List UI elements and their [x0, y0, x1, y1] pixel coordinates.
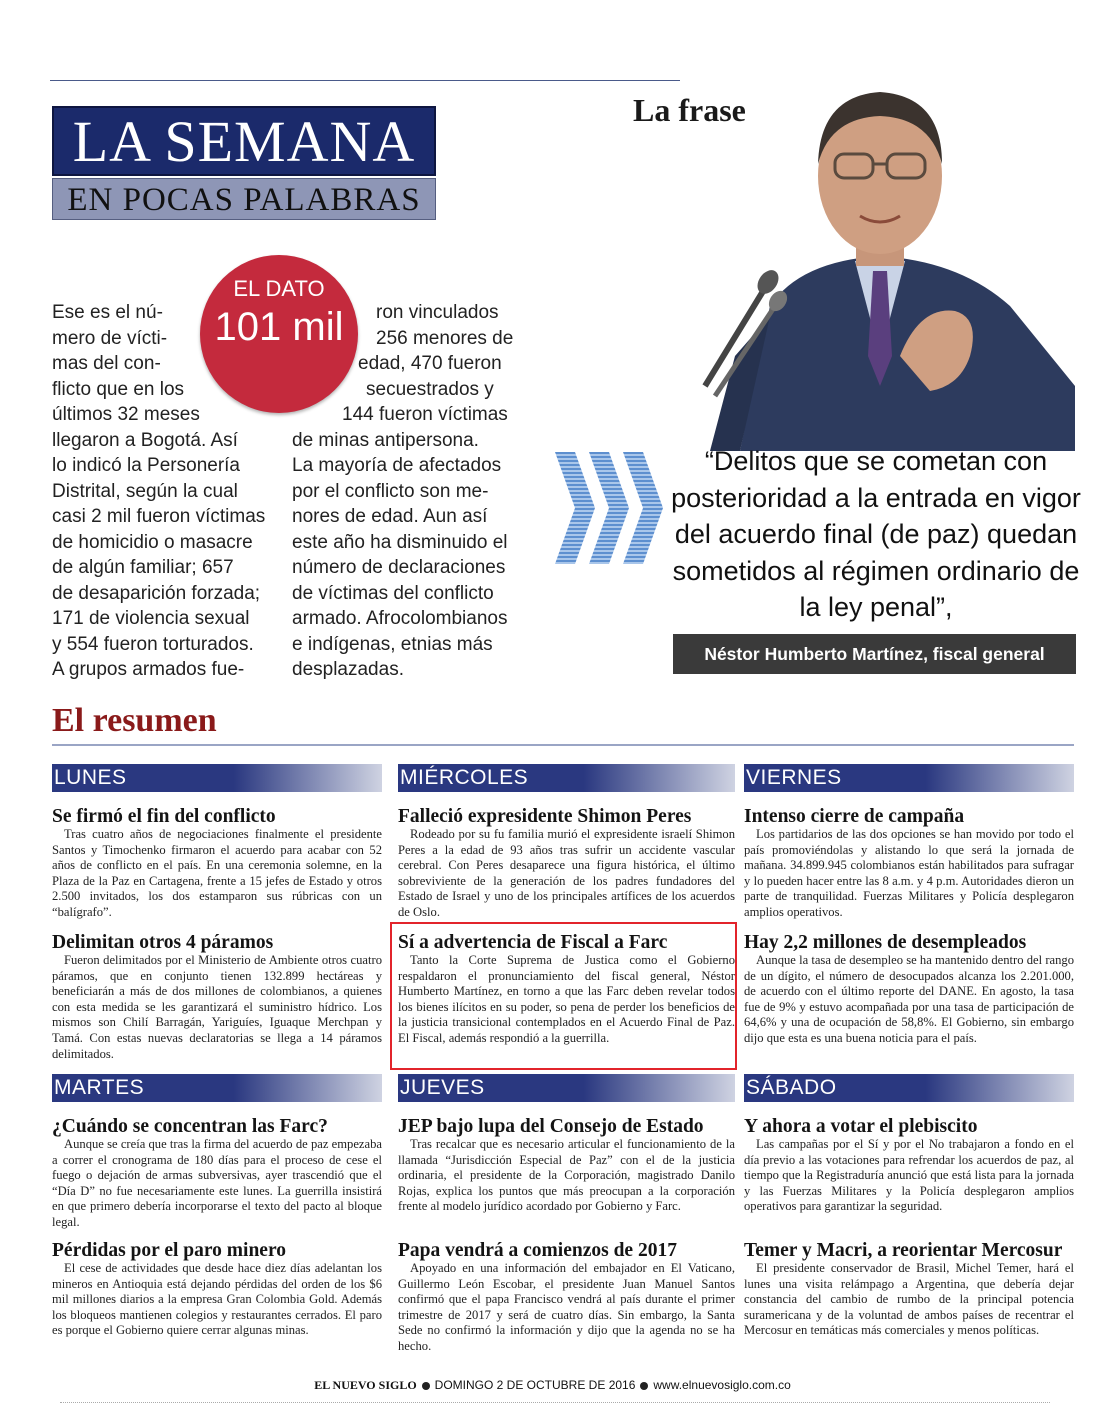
dato-line: nores de edad. Aun así — [292, 506, 488, 527]
article-headline: Sí a advertencia de Fiscal a Farc — [398, 932, 668, 953]
resumen-rule — [52, 744, 1074, 746]
dato-line: y 554 fueron torturados. — [52, 633, 254, 655]
frase-heading: La frase — [633, 92, 746, 128]
dato-line: este año ha disminuido el — [292, 531, 508, 553]
article-body: Rodeado por su fu familia murió el expresidente israelí Shimon Peres a la edad de 93 años tras sufrir un accidente vascular cerebral. Con Peres desaparece una figura histórica, el último sobreviviente de la generación de los padres fundadores del Estado de Israel y uno de los principales artífices de los acuerdos de Oslo. — [398, 827, 735, 919]
dato-line: 144 fueron víctimas — [342, 404, 508, 425]
article — [744, 806, 1074, 921]
dato-line: casi 2 mil fueron víctimas — [52, 506, 266, 527]
day-header-jueves — [398, 1074, 735, 1102]
chevron-right-icon — [553, 452, 671, 564]
day-label: MARTES — [54, 1076, 145, 1099]
dato-line: de víctimas del conflicto — [292, 582, 494, 604]
quote-author-bar — [673, 634, 1076, 674]
article-body: Aunque se creía que tras la firma del acuerdo de paz empezaba a correr el cronograma de 180 días para el proceso de cese el fuego o dejación de armas subversivas, ayer trascendió que el “Día D” no fue necesariamente este lunes. La guerrilla insistirá en que primero debería incorporarse el texto del pacto al bloque legal. — [52, 1137, 382, 1229]
dato-line: por el conflicto son me- — [292, 480, 489, 502]
day-label: SÁBADO — [746, 1076, 837, 1099]
day-header-martes — [52, 1074, 382, 1102]
article-headline: Delimitan otros 4 páramos — [52, 932, 274, 953]
article — [52, 1116, 382, 1231]
day-header-lunes — [52, 764, 382, 792]
highlight-box — [390, 922, 737, 1070]
article — [52, 932, 382, 1062]
article-headline: ¿Cuándo se concentran las Farc? — [52, 1116, 328, 1137]
day-header-sabado — [744, 1074, 1074, 1102]
dato-line: edad, 470 fueron — [358, 353, 502, 374]
dato-line: últimos 32 meses — [52, 404, 200, 425]
dato-label: EL DATO — [233, 276, 325, 301]
article — [744, 932, 1074, 1047]
page-footer — [0, 1378, 1105, 1393]
dato-line: armado. Afrocolombianos — [292, 608, 508, 629]
article-body: El cese de actividades que desde hace diez días adelantan los mineros en Antioquia está dejando pérdidas del orden de los $6 mil millones diarios a la empresa Gran Colombia Gold. Además los bloqueos mantienen colegios y restaurantes cerrados. El paro es porque el Gobierno quiere cerrar algunas minas. — [52, 1261, 382, 1338]
article-body: Apoyado en una información del embajador en El Vaticano, Guillermo León Escobar, el presidente Juan Manuel Santos confirmó que el papa Francisco vendrá al país durante el primer trimestre de 2017 y será de cuatro días. Sin embargo, la Santa Sede no confirmó la información y dijo que la agenda no se ha hecho. — [398, 1261, 735, 1353]
article — [52, 806, 382, 921]
article-headline: Se firmó el fin del conflicto — [52, 806, 276, 827]
article — [398, 806, 735, 921]
dato-line: flicto que en los — [52, 378, 185, 400]
quote-author: Néstor Humberto Martínez, fiscal general — [704, 644, 1045, 664]
dato-text-right — [292, 300, 520, 683]
article-headline: Hay 2,2 millones de desempleados — [744, 932, 1027, 953]
article-headline: Temer y Macri, a reorientar Mercosur — [744, 1240, 1063, 1261]
article-body: Tras recalcar que es necesario articular el funcionamiento de la llamada “Jurisdicción Especial de Paz” con el de la justicia ordinaria, el presidente de la Corporación, magistrado Danilo Rojas, explica los puntos que más preocupan a la corporación frente al modelo jurídico acordado por Gobierno y Farc. — [398, 1137, 735, 1214]
article — [52, 1240, 382, 1339]
dato-line: Ese es el nú- — [52, 302, 163, 323]
dato-line: de algún familiar; 657 — [52, 557, 234, 578]
dato-line: A grupos armados fue- — [52, 659, 245, 680]
section-title: LA SEMANA — [72, 109, 416, 174]
dato-line: Distrital, según la cual — [52, 480, 238, 502]
article-headline: Falleció expresidente Shimon Peres — [398, 806, 692, 827]
bullet-icon — [640, 1382, 648, 1390]
dato-line: de desaparición forzada; — [52, 582, 261, 604]
section-title-box — [52, 106, 436, 176]
article-body: Tras cuatro años de negociaciones finalmente el presidente Santos y Timochenko firmaron el acuerdo para acabar con 52 años de conflicto en el país. En una ceremonia solemne, en la Plaza de la Paz en Cartagena, frente a 15 jefes de Estado y otros 2.500 invitados, los dos estamparon sus rúbricas con un “balígrafo”. — [52, 827, 382, 919]
day-label: VIERNES — [746, 766, 842, 789]
dato-line: 171 de violencia sexual — [52, 608, 250, 629]
article-body: Fueron delimitados por el Ministerio de Ambiente otros cuatro páramos, que en conjunto tienen 132.899 hectáreas y beneficiarán a más de dos millones de colombianos, a quienes con esta medida se les garantizará el suministro hídrico. Los mismos son Chilí Barragán, Yariguíes, Iguaque Merchpan y Tamá. Con estas nuevas declaratorias se llega a 14 páramos delimitados. — [52, 953, 382, 1061]
dato-line: de minas antipersona. — [292, 429, 479, 451]
dato-line: de homicidio o masacre — [52, 531, 253, 553]
day-label: LUNES — [54, 766, 127, 789]
dato-line: número de declaraciones — [292, 557, 506, 578]
dato-line: llegaron a Bogotá. Así — [52, 429, 238, 451]
dato-text-left — [52, 300, 278, 683]
article-body: Los partidarios de las dos opciones se han movido por todo el país promoviéndolas y alistando lo que será la jornada de mañana. 34.899.945 colombianos están habilitados para sufragar y lo pueden hacer entre las 8 a.m. y 4 p.m. Autoridades dieron un parte de tranquilidad. Fuerzas Militares y Policía desplegaron amplios operativos. — [744, 827, 1074, 919]
section-subtitle: EN POCAS PALABRAS — [67, 182, 421, 218]
bullet-icon — [422, 1382, 430, 1390]
article — [744, 1116, 1074, 1215]
section-subtitle-box — [52, 178, 436, 220]
article-body: Aunque la tasa de desempleo se ha mantenido dentro del rango de un dígito, el número de desocupados alcanza los 2.201.000, de acuerdo con el último reporte del DANE. En agosto, la tasa fue de 9% y estuvo acompañada por una tasa de participación de 64,6% y una de ocupación de 58,8%. El Gobierno, sin embargo dijo que esta es una buena noticia para el país. — [744, 953, 1074, 1045]
dato-line: mas del con- — [52, 353, 161, 374]
article-headline: Pérdidas por el paro minero — [52, 1240, 286, 1261]
article — [744, 1240, 1074, 1339]
footer-brand: EL NUEVO SIGLO — [314, 1378, 417, 1392]
dato-line: desplazadas. — [292, 659, 404, 680]
dato-line: La mayoría de afectados — [292, 455, 502, 476]
article-body: Tanto la Corte Suprema de Justica como el Gobierno respaldaron el pronunciamiento del fiscal general, Néstor Humberto Martínez, en torno a que las Farc deben revelar todos los bienes ilícitos en su poder, so pena de perder los beneficios de la justicia transicional contemplados en el Acuerdo Final de Paz. El Fiscal, además respondió a la guerrilla. — [398, 953, 735, 1045]
article — [398, 1116, 735, 1215]
footer-rule — [60, 1402, 1050, 1403]
footer-website[interactable]: www.elnuevosiglo.com.co — [653, 1378, 791, 1392]
frase-quote: “Delitos que se cometan con posterioridad a la entrada en vigor del acuerdo final (de paz) quedan sometidos al régimen ordinario de la ley penal”, — [671, 446, 1081, 622]
article-headline: Papa vendrá a comienzos de 2017 — [398, 1240, 677, 1261]
dato-line: 256 menores de — [376, 327, 514, 349]
article-body: El presidente conservador de Brasil, Michel Temer, hará el lunes una visita relámpago a Argentina, que debería dejar constancia del cambio de rumbo de la principal potencia suramericana y de la voluntad de ambos países de recentrar el Mercosur en temáticas más comerciales y menos políticas. — [744, 1261, 1074, 1338]
day-label: JUEVES — [400, 1076, 485, 1099]
dato-line: lo indicó la Personería — [52, 455, 240, 476]
footer-date: DOMINGO 2 DE OCTUBRE DE 2016 — [434, 1378, 636, 1392]
article-headline: Y ahora a votar el plebiscito — [744, 1116, 978, 1137]
badge-spacer — [196, 300, 278, 395]
article-headline: JEP bajo lupa del Consejo de Estado — [398, 1116, 704, 1137]
dato-line: ron vinculados — [376, 302, 499, 323]
article-body: Las campañas por el Sí y por el No trabajaron a fondo en el día previo a las votaciones para refrendar los acuerdos de paz, al tiempo que la Registraduría anunció que está lista para la jornada y las Fuerzas Militares y la Policía desplegaron amplios operativos para garantizar la seguridad. — [744, 1137, 1074, 1214]
dato-line: mero de vícti- — [52, 327, 168, 349]
day-header-viernes — [744, 764, 1074, 792]
dato-line: e indígenas, etnias más — [292, 633, 493, 655]
article — [398, 1240, 735, 1355]
day-label: MIÉRCOLES — [400, 766, 529, 789]
dato-value: 101 mil — [214, 305, 344, 349]
resumen-title: El resumen — [52, 702, 217, 739]
day-header-miercoles — [398, 764, 735, 792]
article-headline: Intenso cierre de campaña — [744, 806, 965, 827]
dato-line: secuestrados y — [366, 378, 494, 400]
